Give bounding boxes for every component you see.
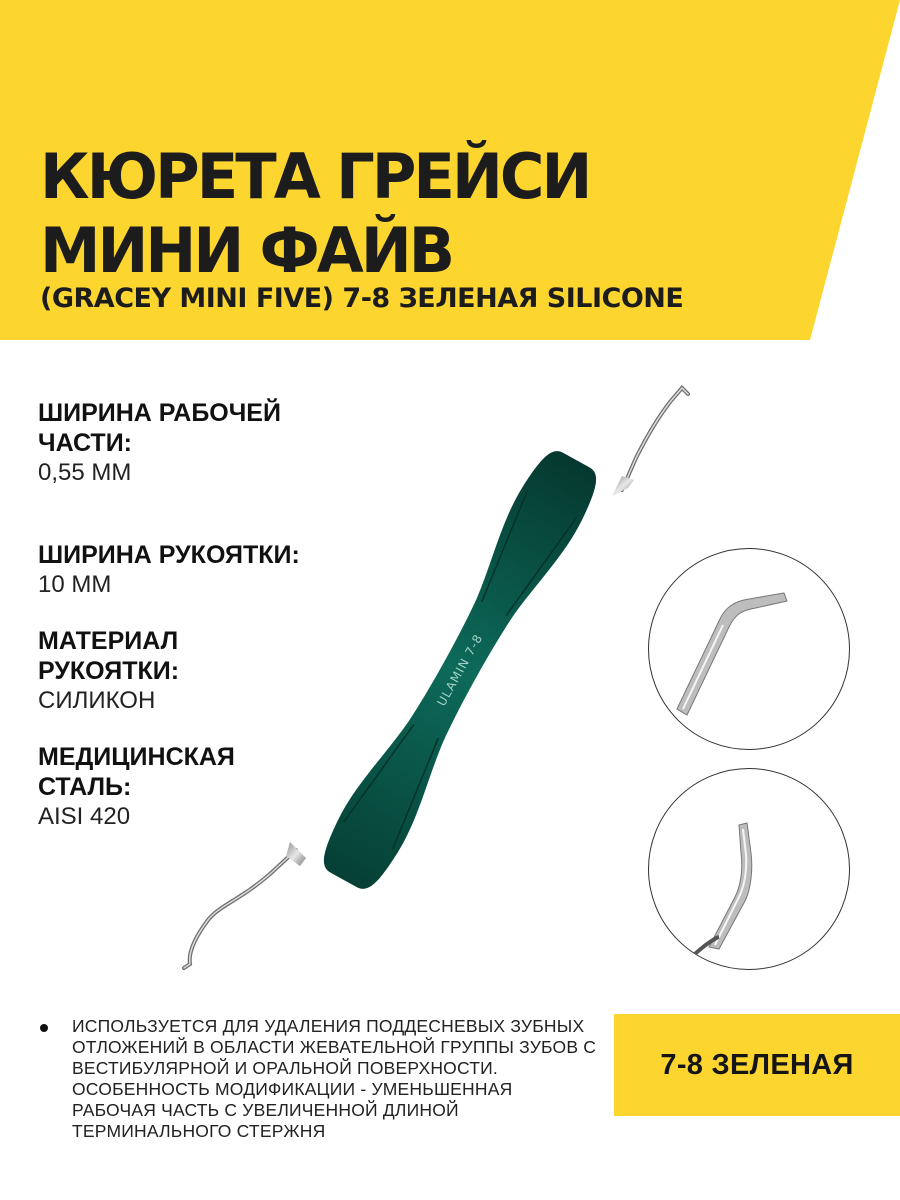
spec-value: AISI 420 xyxy=(38,803,131,830)
product-subtitle: (GRACEY MINI FIVE) 7-8 ЗЕЛЕНАЯ SILICONE xyxy=(40,283,684,314)
title-line-1: КЮРЕТА ГРЕЙСИ xyxy=(40,140,590,213)
spec-label: ШИРИНА РАБОЧЕЙ ЧАСТИ: xyxy=(38,399,281,457)
tip-closeup-top xyxy=(648,548,850,750)
color-badge xyxy=(614,1014,900,1116)
usage-description-text: ИСПОЛЬЗУЕТСЯ ДЛЯ УДАЛЕНИЯ ПОДДЕСНЕВЫХ ЗУБНЫХ ОТЛОЖЕНИЙ В ОБЛАСТИ ЖЕВАТЕЛЬНОЙ ГРУППЫ ЗУБОВ С ВЕСТИБУЛЯРНОЙ И ОРАЛЬНОЙ ПОВЕРХНОСТИ. ОСОБЕННОСТЬ МОДИФИКАЦИИ - УМЕНЬШЕННАЯ РАБОЧАЯ ЧАСТЬ С УВЕЛИЧЕННОЙ ДЛИНОЙ ТЕРМИНАЛЬНОГО СТЕРЖНЯ xyxy=(72,1016,597,1141)
spec-value: СИЛИКОН xyxy=(38,687,156,714)
spec-label: МЕДИЦИНСКАЯ СТАЛЬ: xyxy=(38,743,235,801)
bullet-icon xyxy=(40,1024,48,1032)
title-line-2: МИНИ ФАЙВ xyxy=(40,214,453,287)
color-badge-label: 7-8 ЗЕЛЕНАЯ xyxy=(660,1048,854,1081)
spec-label: МАТЕРИАЛ РУКОЯТКИ: xyxy=(38,627,180,685)
product-title xyxy=(40,140,589,288)
usage-description xyxy=(38,1016,598,1142)
spec-label: ШИРИНА РУКОЯТКИ: xyxy=(38,541,300,569)
tip-closeup-bottom xyxy=(648,768,850,970)
curette-product-image xyxy=(160,380,720,980)
spec-value: 0,55 ММ xyxy=(38,459,132,486)
spec-value: 10 ММ xyxy=(38,571,112,598)
handle-marking: ULAMIN 7-8 xyxy=(434,631,486,709)
